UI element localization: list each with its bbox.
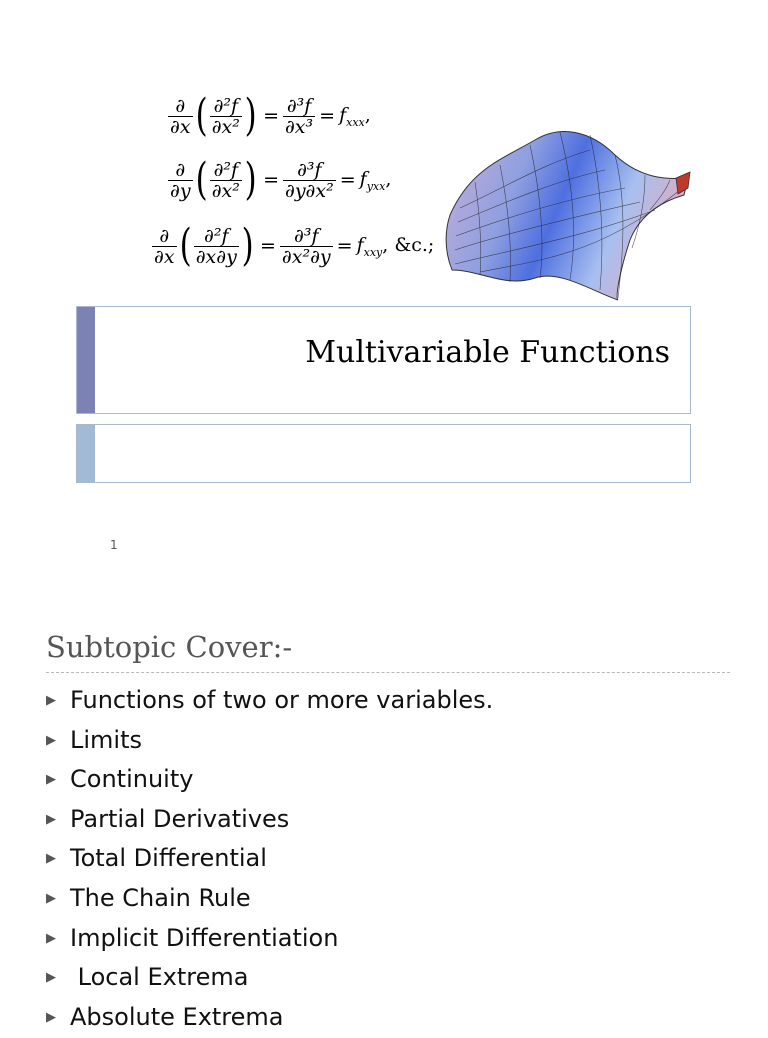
list-item-label: Continuity (70, 765, 194, 794)
equals-sign: = (263, 169, 279, 191)
inner-fraction (210, 160, 242, 201)
list-item-label: Local Extrema (70, 963, 249, 992)
function-symbol: f (359, 168, 367, 190)
subscript-notation (356, 234, 383, 259)
triangle-bullet-icon: ▶ (46, 890, 56, 906)
triangle-bullet-icon: ▶ (46, 851, 56, 867)
triangle-bullet-icon: ▶ (46, 1009, 56, 1025)
equals-sign: = (260, 235, 276, 257)
denominator: ∂x (154, 245, 175, 268)
list-item (46, 761, 493, 801)
right-paren: ) (244, 90, 257, 141)
equals-sign: = (263, 105, 279, 127)
denominator: ∂x∂y (195, 245, 237, 268)
list-item (46, 920, 493, 960)
function-symbol: f (356, 234, 364, 256)
denominator: ∂x²∂y (281, 245, 331, 268)
numerator: ∂³f (280, 226, 333, 247)
numerator: ∂²f (210, 96, 242, 117)
list-item-label: Functions of two or more variables. (70, 686, 494, 714)
list-item (46, 722, 493, 762)
subscript-notation (359, 168, 386, 193)
result-fraction (283, 160, 336, 201)
page-number: 1 (110, 538, 118, 552)
title-accent-bar (77, 307, 95, 413)
operator-fraction (168, 96, 193, 137)
triangle-bullet-icon: ▶ (46, 693, 56, 708)
left-paren: ( (195, 90, 208, 141)
heading-divider (46, 672, 730, 673)
subscript: xxy (363, 245, 383, 259)
denominator: ∂x (170, 115, 191, 138)
list-item-label: Limits (70, 725, 142, 754)
numerator: ∂²f (194, 226, 239, 247)
list-item-label: Partial Derivatives (70, 804, 290, 833)
slide-title: Multivariable Functions (305, 335, 670, 370)
inner-fraction (210, 96, 242, 137)
formula-tail: , &c.; (382, 234, 435, 256)
numerator: ∂ (168, 160, 193, 181)
list-item-label: Implicit Differentiation (70, 923, 339, 952)
formula-tail: , (385, 168, 392, 190)
operator-fraction (168, 160, 193, 201)
saddle-surface-illustration (440, 120, 696, 302)
formula-tail: , (364, 104, 371, 126)
inner-fraction (194, 226, 239, 267)
equals-sign: = (319, 105, 336, 127)
left-paren: ( (179, 220, 192, 271)
equals-sign: = (339, 169, 356, 191)
triangle-bullet-icon: ▶ (46, 811, 56, 827)
numerator: ∂³f (283, 96, 315, 117)
triangle-bullet-icon: ▶ (46, 970, 56, 986)
numerator: ∂³f (283, 160, 336, 181)
right-paren: ) (244, 154, 257, 205)
subscript-notation (339, 104, 365, 129)
list-item (46, 682, 493, 722)
list-item (46, 999, 493, 1038)
right-paren: ) (241, 220, 254, 271)
operator-fraction (152, 226, 177, 267)
denominator: ∂y∂x² (285, 179, 334, 202)
numerator: ∂ (152, 226, 177, 247)
denominator: ∂x² (211, 115, 240, 138)
list-item (46, 801, 493, 841)
result-fraction (283, 96, 315, 137)
subtopic-list (46, 682, 493, 1038)
subtitle-placeholder (76, 424, 691, 483)
numerator: ∂²f (210, 160, 242, 181)
denominator: ∂x³ (284, 115, 314, 138)
list-item-label: Total Differential (70, 844, 267, 873)
list-item (46, 959, 493, 999)
formula-line-3 (152, 220, 435, 271)
triangle-bullet-icon: ▶ (46, 930, 56, 946)
subscript: xxx (346, 115, 365, 129)
triangle-bullet-icon: ▶ (46, 732, 56, 748)
triangle-bullet-icon: ▶ (46, 772, 56, 788)
list-item-label: The Chain Rule (70, 883, 251, 912)
result-fraction (280, 226, 333, 267)
list-item (46, 840, 493, 880)
denominator: ∂x² (211, 179, 240, 202)
formula-line-1 (168, 90, 371, 141)
formula-line-2 (168, 154, 392, 205)
subtitle-accent-bar (77, 425, 95, 482)
list-item-label: Absolute Extrema (70, 1002, 284, 1031)
list-item (46, 880, 493, 920)
section-heading: Subtopic Cover:- (46, 630, 293, 664)
partial-derivative-formulas (148, 86, 448, 291)
numerator: ∂ (168, 96, 193, 117)
denominator: ∂y (170, 179, 191, 202)
title-placeholder (76, 306, 691, 414)
equals-sign: = (336, 235, 353, 257)
subscript: yxx (366, 179, 386, 193)
function-symbol: f (339, 104, 347, 126)
left-paren: ( (195, 154, 208, 205)
